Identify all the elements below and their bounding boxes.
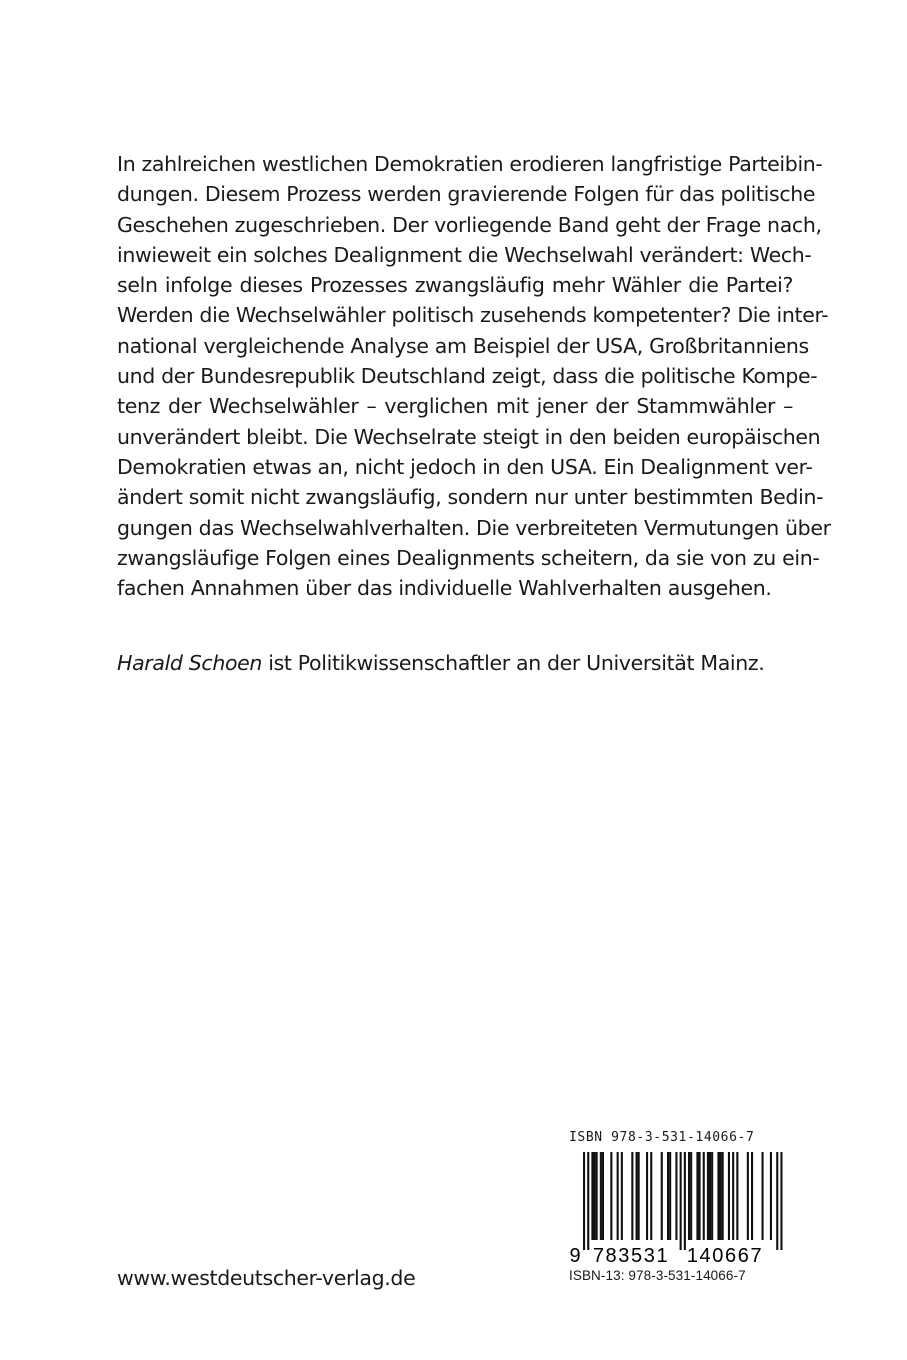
barcode-bar xyxy=(617,1152,619,1240)
blurb-line: dungen. Diesem Prozess werden gravierende Folgen für das politische xyxy=(117,182,816,207)
barcode-bar xyxy=(711,1152,713,1240)
barcode-bar xyxy=(684,1152,686,1250)
barcode-bar xyxy=(638,1152,640,1240)
blurb-line: In zahlreichen westlichen Demokratien erodieren langfristige Parteibin- xyxy=(117,152,823,176)
barcode-bar xyxy=(722,1152,724,1240)
barcode-bar xyxy=(707,1152,709,1240)
isbn-label-top: ISBN 978-3-531-14066-7 xyxy=(569,1130,755,1145)
barcode-bar xyxy=(621,1152,623,1240)
barcode-bar xyxy=(690,1152,692,1240)
barcode-bar xyxy=(703,1152,705,1240)
barcode-bar xyxy=(675,1152,677,1240)
author-description: ist Politikwissenschaftler an der Universität Mainz. xyxy=(262,651,765,675)
barcode-bar xyxy=(646,1152,648,1240)
barcode-bar xyxy=(780,1152,782,1250)
blurb-line: inwieweit ein solches Dealignment die Wechselwahl verändert: Wech- xyxy=(117,242,812,267)
barcode-bar xyxy=(596,1152,598,1240)
barcode-bar xyxy=(680,1152,682,1250)
barcode-bars xyxy=(583,1152,783,1250)
barcode-bar xyxy=(631,1152,633,1240)
barcode-bar xyxy=(751,1152,753,1240)
barcode-bar xyxy=(583,1152,585,1250)
barcode-bar xyxy=(600,1152,602,1240)
barcode-bar xyxy=(591,1152,593,1240)
barcode-bar xyxy=(636,1152,638,1240)
barcode-bar xyxy=(688,1152,690,1240)
blurb-line: Werden die Wechselwähler politisch zusehends kompetenter? Die inter- xyxy=(117,303,829,328)
barcode-bar xyxy=(661,1152,663,1240)
barcode-bar xyxy=(717,1152,719,1240)
barcode-bar xyxy=(776,1152,778,1250)
blurb-line: ändert somit nicht zwangsläufig, sondern nur unter bestimmten Bedin- xyxy=(117,485,824,510)
barcode-bar xyxy=(667,1152,669,1240)
barcode-bar xyxy=(770,1152,772,1240)
blurb-line: zwangsläufige Folgen eines Dealignments scheitern, da sie von zu ein- xyxy=(117,545,820,570)
barcode-bar xyxy=(650,1152,652,1240)
barcode-bar xyxy=(594,1152,596,1240)
barcode-bar xyxy=(696,1152,698,1240)
blurb-line: seln infolge dieses Prozesses zwangsläufig mehr Wähler die Partei? xyxy=(117,273,793,298)
barcode-bar xyxy=(669,1152,671,1240)
blurb-line: national vergleichende Analyse am Beispiel der USA, Großbritanniens xyxy=(117,333,809,358)
barcode-left-digits: 783531 xyxy=(592,1245,670,1266)
publisher-url[interactable]: www.westdeutscher-verlag.de xyxy=(117,1266,416,1290)
barcode-bar xyxy=(587,1152,589,1250)
barcode-bar xyxy=(709,1152,711,1240)
barcode-bar xyxy=(610,1152,612,1240)
barcode-right-digits: 140667 xyxy=(686,1245,764,1266)
barcode-bar xyxy=(699,1152,701,1240)
barcode-bar xyxy=(736,1152,738,1240)
blurb-line: tenz der Wechselwähler – verglichen mit jener der Stammwähler – xyxy=(117,394,793,419)
blurb-line: fachen Annahmen über das individuelle Wahlverhalten ausgehen. xyxy=(117,576,772,601)
author-bio xyxy=(117,648,764,678)
barcode-bar xyxy=(732,1152,734,1240)
barcode-lead-digit: 9 xyxy=(569,1245,581,1266)
blurb-line: Demokratien etwas an, nicht jedoch in den USA. Ein Dealignment ver- xyxy=(117,454,813,479)
blurb-line: und der Bundesrepublik Deutschland zeigt, dass die politische Kompe- xyxy=(117,364,818,389)
barcode-bar xyxy=(720,1152,722,1240)
isbn13-label: ISBN-13: 978-3-531-14066-7 xyxy=(569,1268,746,1283)
barcode-bar xyxy=(728,1152,730,1240)
barcode xyxy=(569,1150,791,1266)
author-name: Harald Schoen xyxy=(117,651,263,675)
barcode-bar xyxy=(762,1152,764,1240)
blurb-text xyxy=(117,149,831,603)
blurb-line: Geschehen zugeschrieben. Der vorliegende Band geht der Frage nach, xyxy=(117,212,822,237)
blurb-line: unverändert bleibt. Die Wechselrate steigt in den beiden europäischen xyxy=(117,424,821,449)
barcode-bar xyxy=(602,1152,604,1240)
blurb-line: gungen das Wechselwahlverhalten. Die verbreiteten Vermutungen über xyxy=(117,515,831,540)
barcode-bar xyxy=(747,1152,749,1240)
